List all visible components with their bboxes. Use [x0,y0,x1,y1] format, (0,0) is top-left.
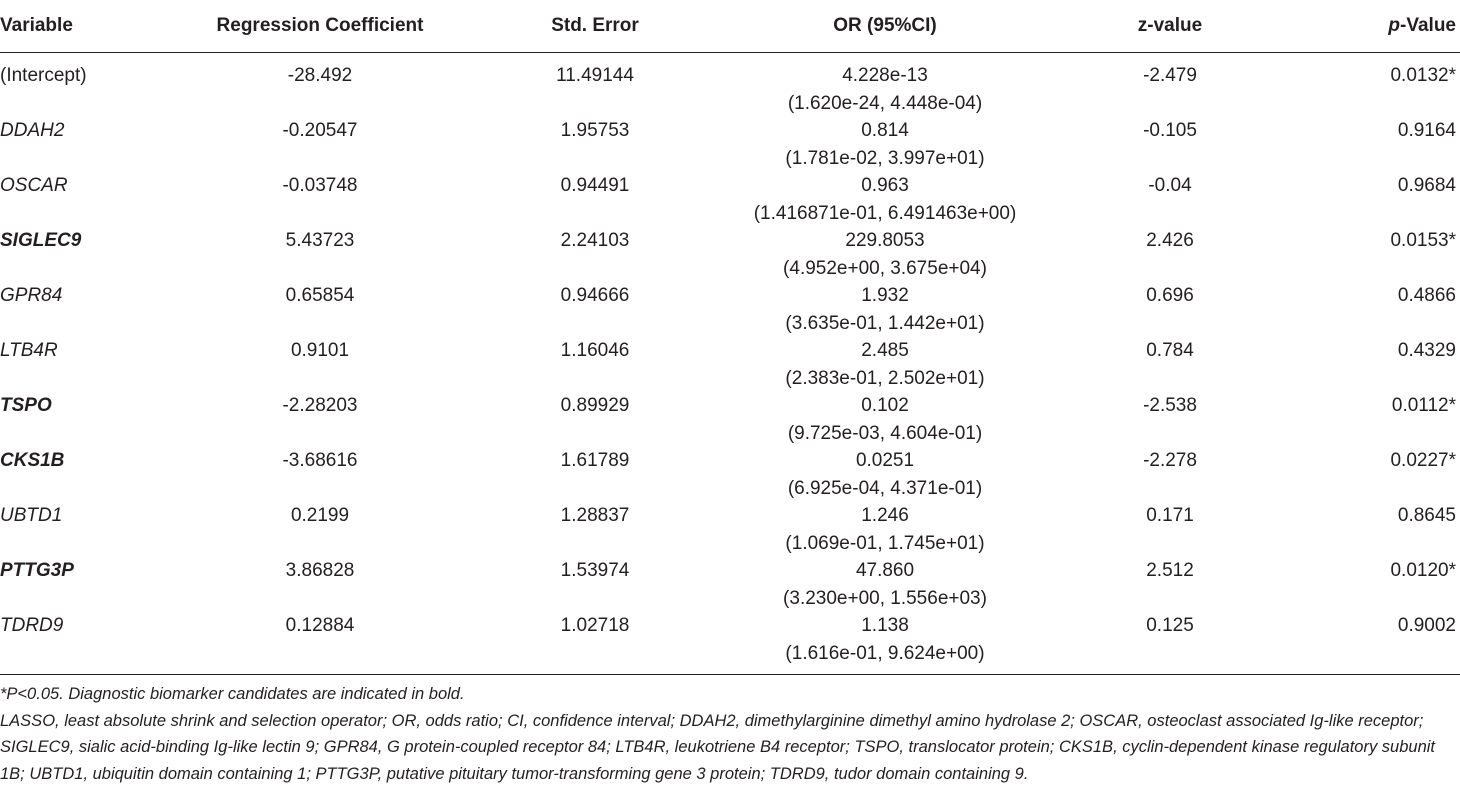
cell-std-error: 0.94491 [470,172,720,227]
cell-or-ci [720,392,1050,447]
cell-z-value: 0.125 [1050,612,1290,675]
header-p-value [1290,0,1460,53]
cell-or-ci [720,282,1050,337]
cell-std-error: 0.94666 [470,282,720,337]
cell-coefficient: -2.28203 [170,392,470,447]
cell-variable: UBTD1 [0,502,170,557]
cell-std-error: 0.89929 [470,392,720,447]
cell-or: 0.814 [720,117,1050,145]
cell-z-value: 2.512 [1050,557,1290,612]
cell-variable: (Intercept) [0,53,170,118]
cell-std-error: 1.61789 [470,447,720,502]
table-row [0,227,1460,282]
table-row [0,447,1460,502]
header-std-error: Std. Error [470,0,720,53]
cell-p-value: 0.9164 [1290,117,1460,172]
table-row [0,612,1460,675]
header-row [0,0,1460,53]
cell-ci: (3.635e-01, 1.442e+01) [720,310,1050,338]
header-p-suffix: -Value [1400,15,1456,36]
cell-or-ci [720,612,1050,675]
table-row [0,502,1460,557]
header-variable: Variable [0,0,170,53]
cell-std-error: 1.28837 [470,502,720,557]
cell-variable: TSPO [0,392,170,447]
cell-ci: (9.725e-03, 4.604e-01) [720,420,1050,448]
cell-coefficient: -0.20547 [170,117,470,172]
cell-variable: DDAH2 [0,117,170,172]
cell-ci: (1.620e-24, 4.448e-04) [720,90,1050,118]
cell-or-ci [720,337,1050,392]
cell-or: 1.246 [720,502,1050,530]
cell-or: 1.138 [720,612,1050,640]
cell-coefficient: 3.86828 [170,557,470,612]
cell-std-error: 1.02718 [470,612,720,675]
header-coefficient: Regression Coefficient [170,0,470,53]
footnote-significance: *P<0.05. Diagnostic biomarker candidates are indicated in bold. [0,681,1460,708]
table-footnotes [0,681,1460,787]
cell-coefficient: 0.9101 [170,337,470,392]
cell-variable: TDRD9 [0,612,170,675]
header-or-ci: OR (95%CI) [720,0,1050,53]
table-row [0,282,1460,337]
footnote-abbreviations: LASSO, least absolute shrink and selection operator; OR, odds ratio; CI, confidence interval; DDAH2, dimethylarginine dimethyl amino hydrolase 2; OSCAR, osteoclast associated Ig-like receptor; SIGLEC9, sialic acid-binding Ig-like lectin 9; GPR84, G protein-coupled receptor 84; LTB4R, leukotriene B4 receptor; TSPO, translocator protein; CKS1B, cyclin-dependent kinase regulatory subunit 1B; UBTD1, ubiquitin domain containing 1; PTTG3P, putative pituitary tumor-transforming gene 3 protein; TDRD9, tudor domain containing 9. [0,708,1460,787]
table-body [0,53,1460,675]
cell-or: 0.102 [720,392,1050,420]
cell-variable: SIGLEC9 [0,227,170,282]
table-header [0,0,1460,53]
cell-p-value: 0.8645 [1290,502,1460,557]
cell-p-value: 0.0227* [1290,447,1460,502]
cell-variable: OSCAR [0,172,170,227]
cell-z-value: -0.04 [1050,172,1290,227]
table-row [0,53,1460,118]
cell-ci: (6.925e-04, 4.371e-01) [720,475,1050,503]
table-row [0,337,1460,392]
cell-or-ci [720,172,1050,227]
cell-ci: (3.230e+00, 1.556e+03) [720,585,1050,613]
table-row [0,557,1460,612]
cell-z-value: -2.538 [1050,392,1290,447]
cell-p-value: 0.4866 [1290,282,1460,337]
cell-or: 0.963 [720,172,1050,200]
cell-std-error: 1.16046 [470,337,720,392]
cell-variable: LTB4R [0,337,170,392]
cell-z-value: 0.171 [1050,502,1290,557]
cell-or: 2.485 [720,337,1050,365]
cell-z-value: -2.278 [1050,447,1290,502]
cell-coefficient: 5.43723 [170,227,470,282]
cell-p-value: 0.4329 [1290,337,1460,392]
cell-coefficient: -0.03748 [170,172,470,227]
cell-z-value: -2.479 [1050,53,1290,118]
cell-z-value: 0.696 [1050,282,1290,337]
cell-or-ci [720,447,1050,502]
cell-ci: (4.952e+00, 3.675e+04) [720,255,1050,283]
cell-or: 229.8053 [720,227,1050,255]
table-row [0,172,1460,227]
cell-ci: (1.616e-01, 9.624e+00) [720,640,1050,668]
cell-z-value: 0.784 [1050,337,1290,392]
cell-or-ci [720,557,1050,612]
cell-coefficient: -3.68616 [170,447,470,502]
cell-coefficient: 0.12884 [170,612,470,675]
cell-ci: (1.781e-02, 3.997e+01) [720,145,1050,173]
cell-coefficient: 0.2199 [170,502,470,557]
cell-p-value: 0.9002 [1290,612,1460,675]
cell-variable: PTTG3P [0,557,170,612]
header-p-italic: p [1388,15,1400,36]
cell-or: 1.932 [720,282,1050,310]
cell-or-ci [720,502,1050,557]
cell-ci: (1.416871e-01, 6.491463e+00) [720,200,1050,228]
cell-p-value: 0.9684 [1290,172,1460,227]
cell-z-value: 2.426 [1050,227,1290,282]
cell-coefficient: 0.65854 [170,282,470,337]
cell-or-ci [720,227,1050,282]
header-z-value: z-value [1050,0,1290,53]
cell-p-value: 0.0132* [1290,53,1460,118]
cell-ci: (1.069e-01, 1.745e+01) [720,530,1050,558]
cell-or: 4.228e-13 [720,62,1050,90]
cell-std-error: 1.53974 [470,557,720,612]
cell-p-value: 0.0153* [1290,227,1460,282]
cell-or: 0.0251 [720,447,1050,475]
cell-coefficient: -28.492 [170,53,470,118]
cell-or-ci [720,53,1050,118]
cell-or: 47.860 [720,557,1050,585]
cell-std-error: 11.49144 [470,53,720,118]
cell-variable: GPR84 [0,282,170,337]
table-row [0,392,1460,447]
table-row [0,117,1460,172]
cell-std-error: 2.24103 [470,227,720,282]
cell-ci: (2.383e-01, 2.502e+01) [720,365,1050,393]
cell-std-error: 1.95753 [470,117,720,172]
cell-or-ci [720,117,1050,172]
cell-variable: CKS1B [0,447,170,502]
cell-p-value: 0.0112* [1290,392,1460,447]
cell-z-value: -0.105 [1050,117,1290,172]
cell-p-value: 0.0120* [1290,557,1460,612]
